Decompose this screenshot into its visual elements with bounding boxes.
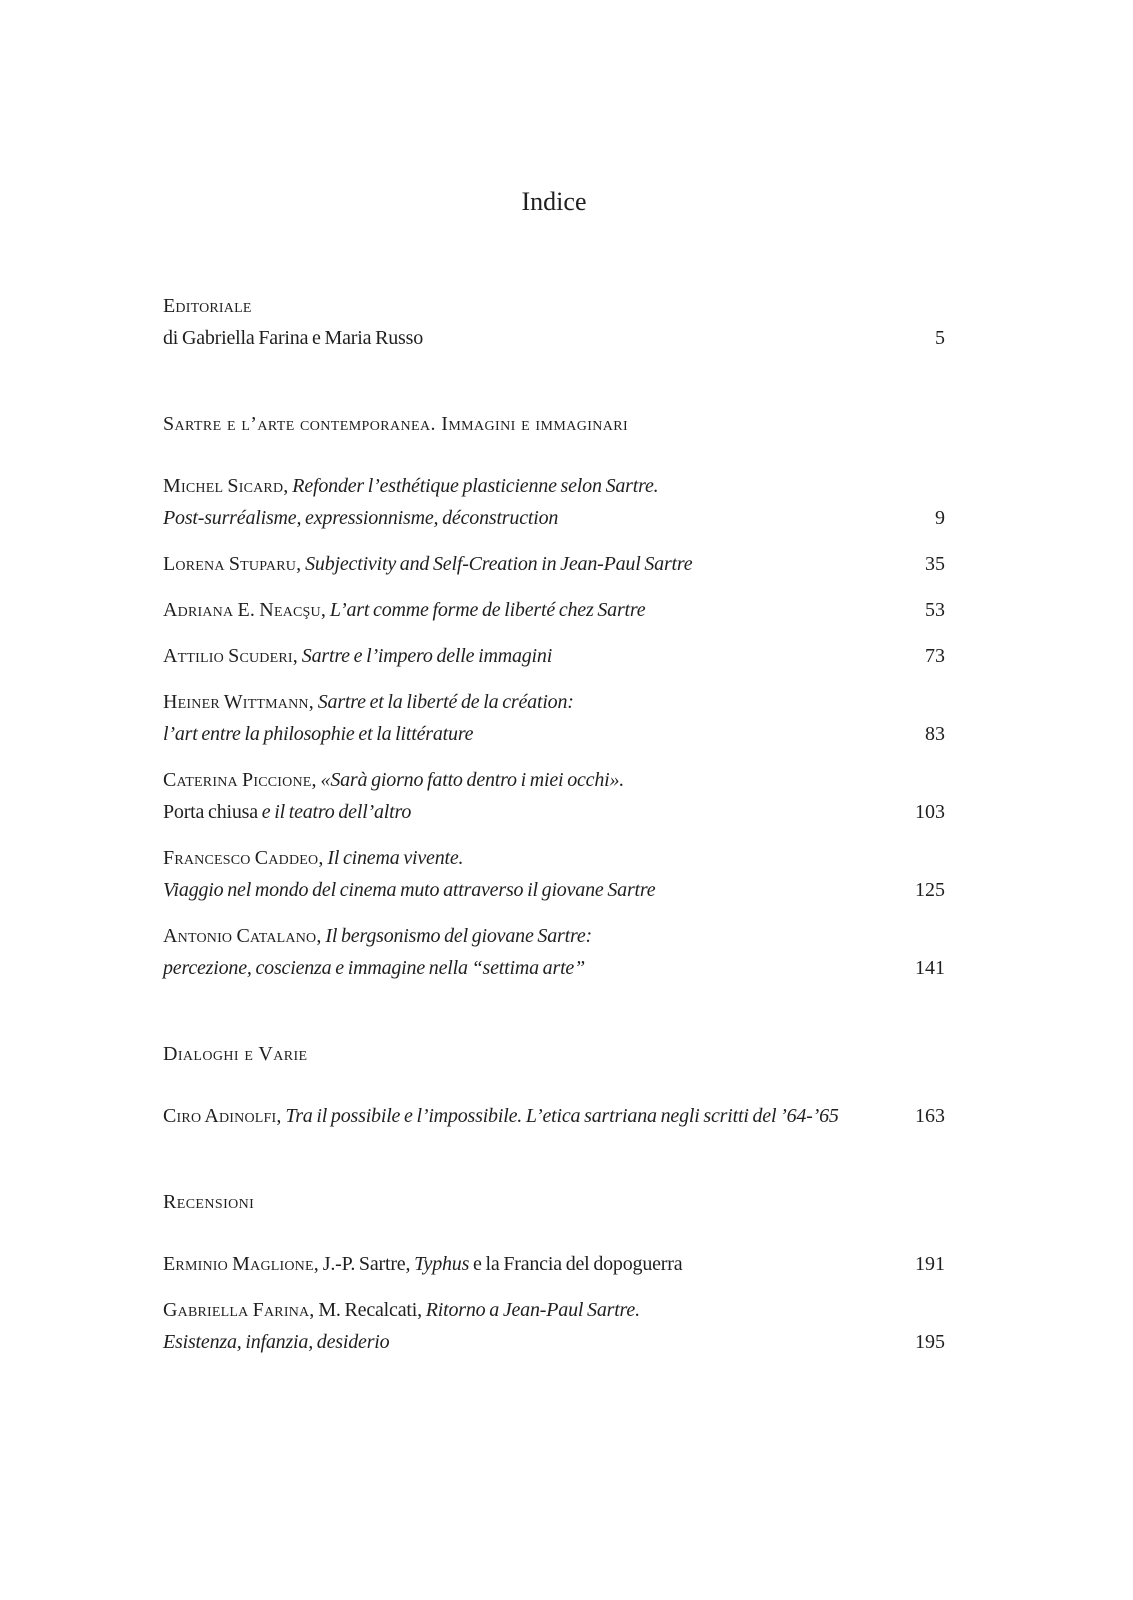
- author-name: Erminio Maglione,: [163, 1253, 319, 1275]
- page-number: 163: [915, 1105, 945, 1127]
- author-name: Attilio Scuderi,: [163, 645, 298, 667]
- page-title: Indice: [521, 187, 587, 216]
- author-name: Antonio Catalano,: [163, 925, 322, 947]
- title-line: Refonder l’esthétique plasticienne selon Sartre.: [292, 475, 659, 497]
- page-number: 195: [915, 1331, 945, 1353]
- title-line: Sartre et la liberté de la création:: [317, 691, 574, 713]
- title-line-italic: e il teatro dell’altro: [261, 801, 412, 823]
- toc-content: [163, 0, 945, 1358]
- toc-entry-maglione: [163, 1248, 945, 1280]
- page-number: 83: [925, 723, 945, 745]
- page-number: 9: [935, 507, 945, 529]
- editoriale-byline: di Gabriella Farina e Maria Russo: [163, 327, 423, 349]
- toc-entry-scuderi: [163, 640, 945, 672]
- title-line: «Sarà giorno fatto dentro i miei occhi».: [320, 769, 625, 791]
- page-number: 35: [925, 553, 945, 575]
- title-line: percezione, coscienza e immagine nella “settima arte”: [163, 957, 586, 979]
- author-name: Francesco Caddeo,: [163, 847, 324, 869]
- title-line: Post-surréalisme, expressionnisme, déconstruction: [163, 507, 559, 529]
- entry-text: [163, 764, 945, 828]
- title-line: Il bergsonismo del giovane Sartre:: [325, 925, 592, 947]
- section-heading-recensioni: Recensioni: [163, 1191, 255, 1213]
- section-heading-arte: Sartre e l’arte contemporanea. Immagini e immaginari: [163, 413, 629, 435]
- entry-text: [163, 1294, 945, 1358]
- entry-text: [163, 842, 945, 906]
- page-number: 191: [915, 1253, 945, 1275]
- section-heading-dialoghi: Dialoghi e Varie: [163, 1043, 308, 1065]
- author-name: Lorena Stuparu,: [163, 553, 302, 575]
- title-line: Ritorno a Jean-Paul Sartre.: [425, 1299, 640, 1321]
- title-line: Il cinema vivente.: [327, 847, 464, 869]
- entry-text: [163, 594, 945, 626]
- toc-entry-stuparu: [163, 548, 945, 580]
- toc-entry-sicard: [163, 470, 945, 534]
- title-line-roman: Porta chiusa: [163, 801, 258, 823]
- toc-entry-catalano: [163, 920, 945, 984]
- page-number: 125: [915, 879, 945, 901]
- entry-text: [163, 920, 945, 984]
- entry-text: [163, 548, 945, 580]
- title-line: L’art comme forme de liberté chez Sartre: [329, 599, 646, 621]
- page-number: 73: [925, 645, 945, 667]
- title-italic: Typhus: [414, 1253, 470, 1275]
- toc-entry-editoriale: [163, 290, 945, 354]
- page-number: 5: [935, 327, 945, 349]
- title-line: Esistenza, infanzia, desiderio: [163, 1331, 390, 1353]
- page-number: 53: [925, 599, 945, 621]
- page-number: 141: [915, 957, 945, 979]
- author-name: Gabriella Farina,: [163, 1299, 315, 1321]
- title-roman: e la Francia del dopoguerra: [473, 1253, 683, 1275]
- entry-text: [163, 290, 945, 354]
- toc-entry-piccione: [163, 764, 945, 828]
- author-name: Ciro Adinolfi,: [163, 1105, 282, 1127]
- toc-entry-caddeo: [163, 842, 945, 906]
- entry-text: [163, 470, 945, 534]
- entry-text: [163, 686, 945, 750]
- title-roman: J.-P. Sartre,: [322, 1253, 411, 1275]
- editoriale-label: Editoriale: [163, 295, 252, 317]
- toc-entry-adinolfi: [163, 1100, 945, 1132]
- toc-entry-farina: [163, 1294, 945, 1358]
- title-line: Sartre e l’impero delle immagini: [301, 645, 553, 667]
- toc-entry-wittmann: [163, 686, 945, 750]
- entry-text: [163, 1100, 945, 1132]
- toc-entry-neacsu: [163, 594, 945, 626]
- title-line: Subjectivity and Self-Creation in Jean-Paul Sartre: [305, 553, 693, 575]
- entry-text: [163, 640, 945, 672]
- page-number: 103: [915, 801, 945, 823]
- author-name: Adriana E. Neacşu,: [163, 599, 327, 621]
- title-line: l’art entre la philosophie et la littérature: [163, 723, 474, 745]
- title-roman: M. Recalcati,: [318, 1299, 422, 1321]
- author-name: Caterina Piccione,: [163, 769, 317, 791]
- author-name: Heiner Wittmann,: [163, 691, 314, 713]
- title-line: Tra il possibile e l’impossibile. L’etica sartriana negli scritti del ’64-’65: [285, 1105, 839, 1127]
- title-line: Viaggio nel mondo del cinema muto attraverso il giovane Sartre: [163, 879, 656, 901]
- entry-text: [163, 1248, 945, 1280]
- author-name: Michel Sicard,: [163, 475, 289, 497]
